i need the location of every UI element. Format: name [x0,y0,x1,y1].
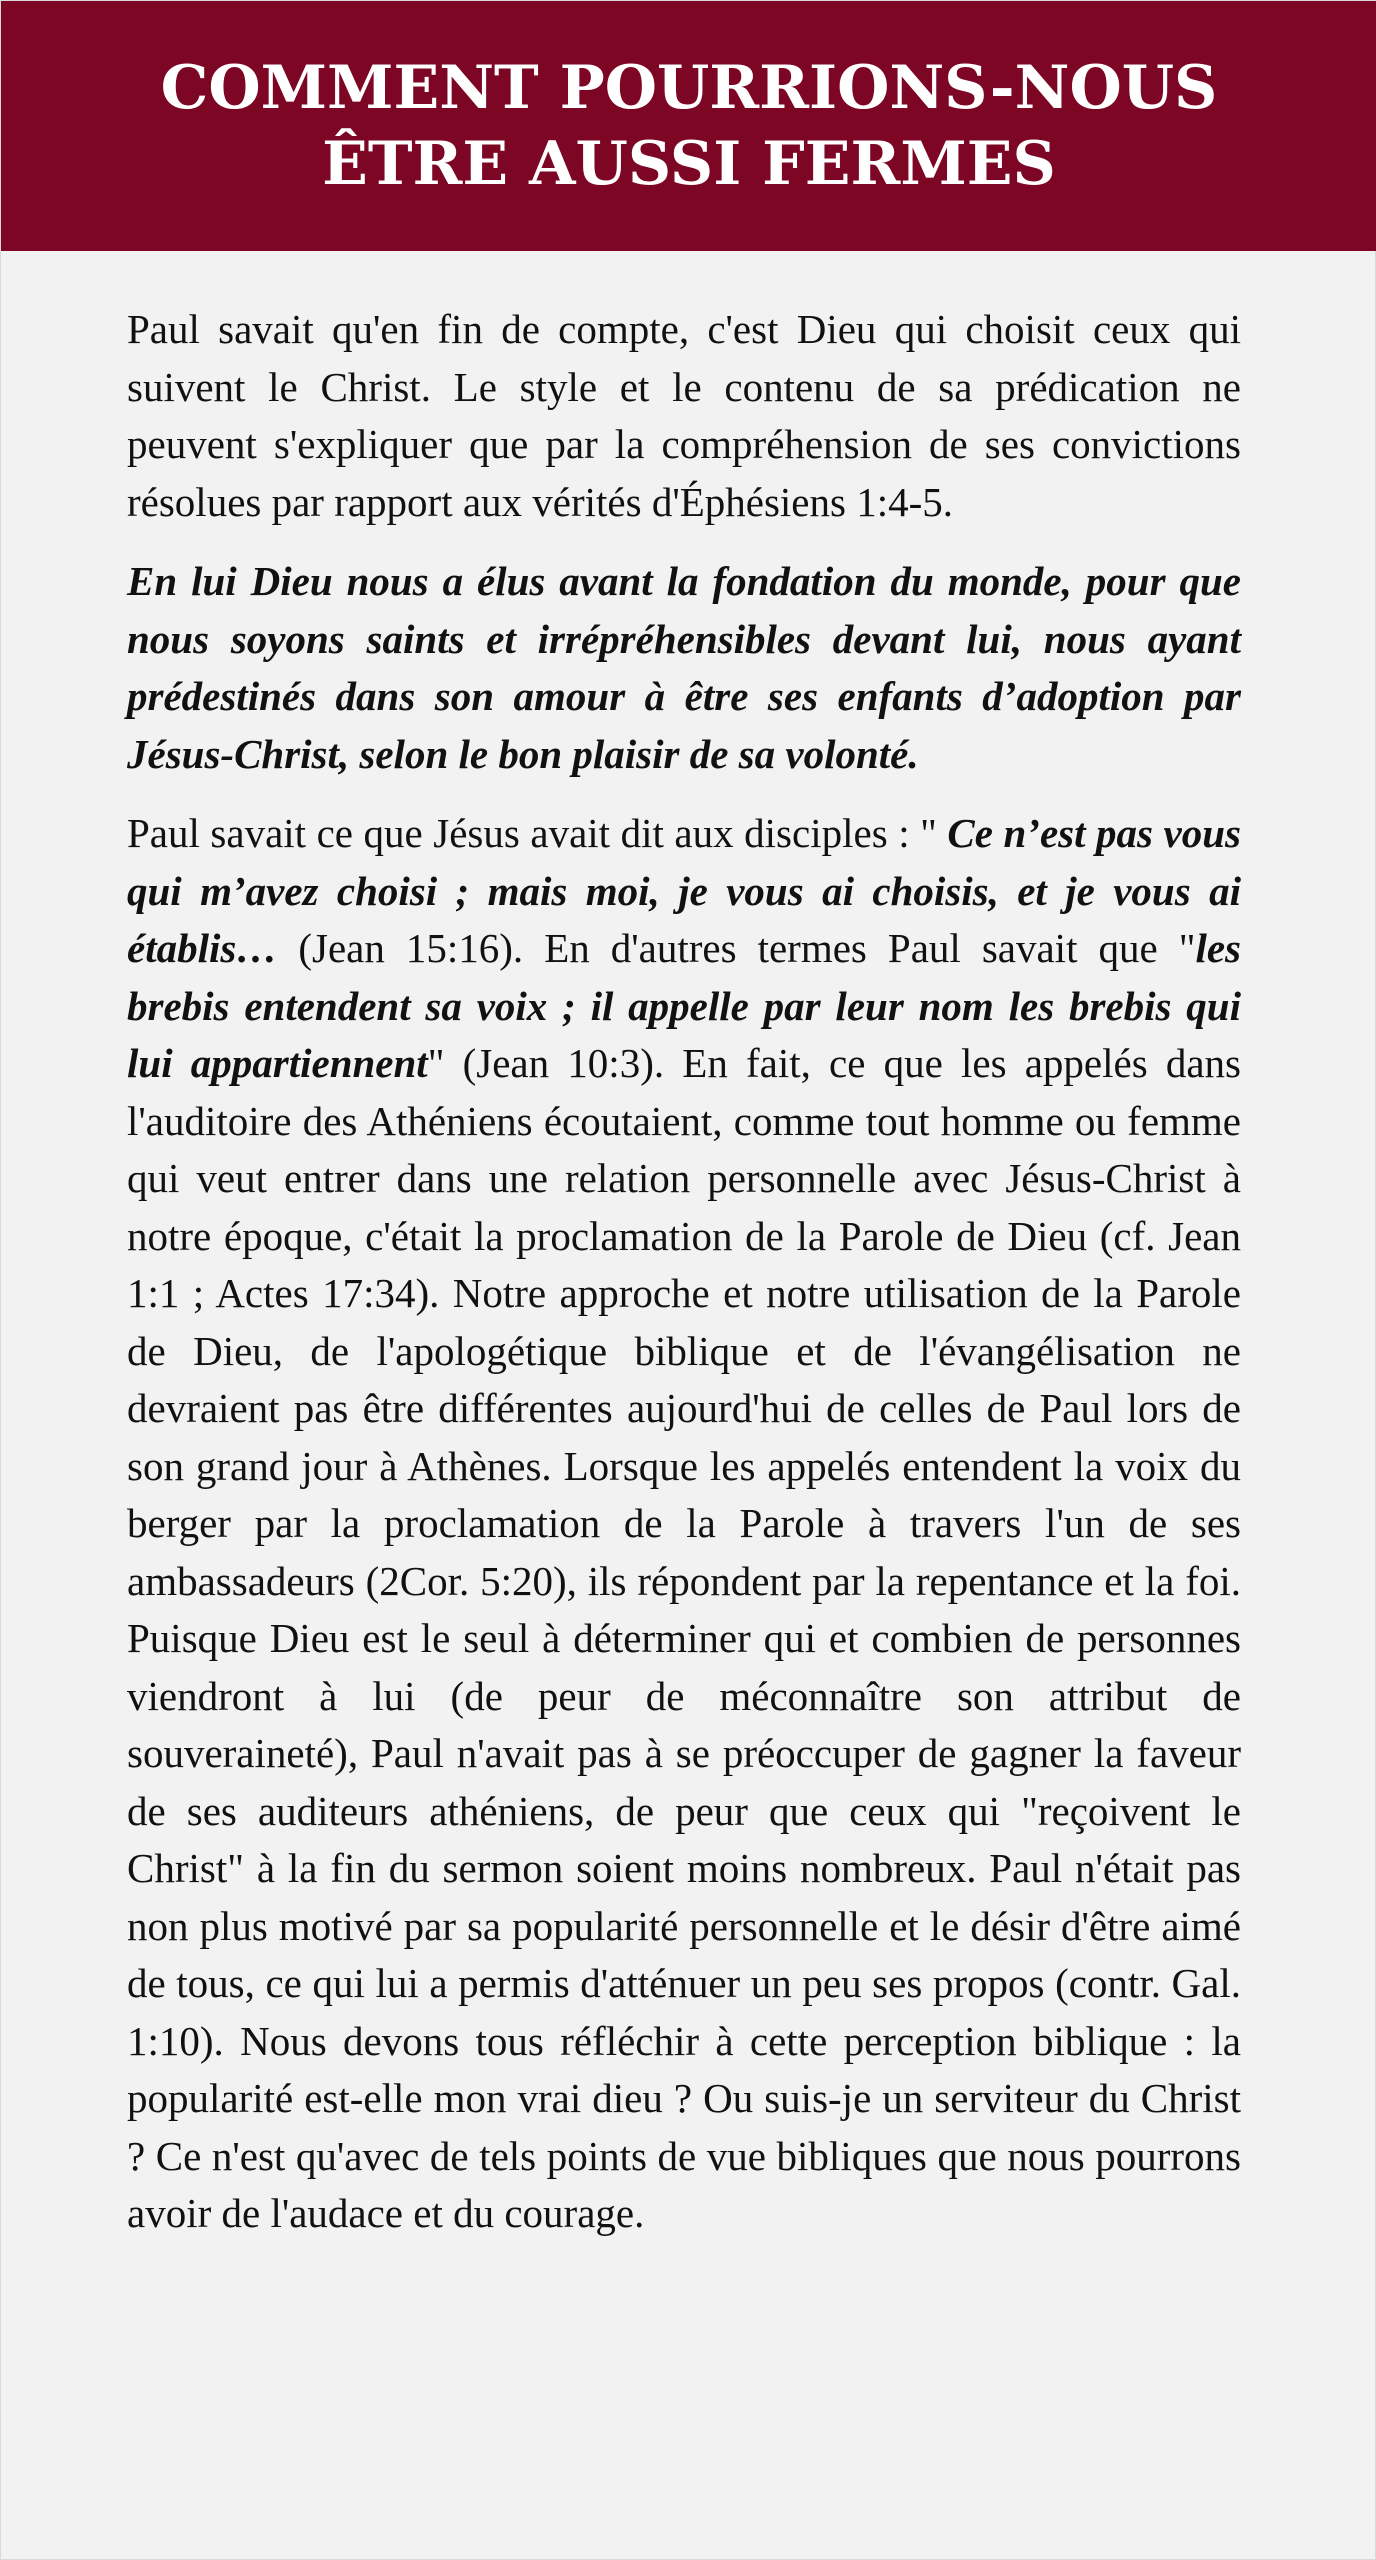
scripture-quote-jean-10: les brebis entendent sa voix ; il appelle par leur nom les brebis qui lui appartiennent [127,925,1241,1086]
paragraph-main [127,805,1241,2243]
scripture-quote: En lui Dieu nous a élus avant la fondation du monde, pour que nous soyons saints et irrépréhensibles devant lui, nous ayant prédestinés dans son amour à être ses enfants d’adoption par Jésus-Christ, selon le bon plaisir de sa volonté. [127,558,1241,777]
article-body [127,301,1241,2265]
title-banner [1,1,1376,251]
paragraph-main-ref: (Jean 15:16). En d'autres termes Paul savait que " [277,925,1196,971]
paragraph-main-intro: Paul savait ce que Jésus avait dit aux disciples : " [127,810,948,856]
scripture-quote-jean-15: Ce n’est pas vous qui m’avez choisi ; mais moi, je vous ai choisis, et je vous ai établis… [127,810,1241,971]
paragraph-intro: Paul savait qu'en fin de compte, c'est Dieu qui choisit ceux qui suivent le Christ. Le style et le contenu de sa prédication ne peuvent s'expliquer que par la compréhension de ses convictions résolues par rapport aux vérités d'Éphésiens 1:4-5. [127,306,1241,525]
title-line-1: COMMENT POURRIONS-NOUS [160,53,1218,123]
title-line-2: ÊTRE AUSSI FERMES [322,129,1056,199]
paragraph-main-rest: " (Jean 10:3). En fait, ce que les appelés dans l'auditoire des Athéniens écoutaient, comme tout homme ou femme qui veut entrer dans une relation personnelle avec Jésus-Christ à notre époque, c'était la proclamation de la Parole de Dieu (cf. Jean 1:1 ; Actes 17:34). Notre approche et notre utilisation de la Parole de Dieu, de l'apologétique biblique et de l'évangélisation ne devraient pas être différentes aujourd'hui de celles de Paul lors de son grand jour à Athènes. Lorsque les appelés entendent la voix du berger par la proclamation de la Parole à travers l'un de ses ambassadeurs (2Cor. 5:20), ils répondent par la repentance et la foi. Puisque Dieu est le seul à déterminer qui et combien de personnes viendront à lui (de peur de méconnaître son attribut de souveraineté), Paul n'avait pas à se préoccuper de gagner la faveur de ses auditeurs athéniens, de peur que ceux qui "reçoivent le Christ" à la fin du sermon soient moins nombreux. Paul n'était pas non plus motivé par sa popularité personnelle et le désir d'être aimé de tous, ce qui lui a permis d'atténuer un peu ses propos (contr. Gal. 1:10). Nous devons tous réfléchir à cette perception biblique : la popularité est-elle mon vrai dieu ? Ou suis-je un serviteur du Christ ? Ce n'est qu'avec de tels points de vue bibliques que nous pourrons avoir de l'audace et du courage. [127,1040,1242,2236]
